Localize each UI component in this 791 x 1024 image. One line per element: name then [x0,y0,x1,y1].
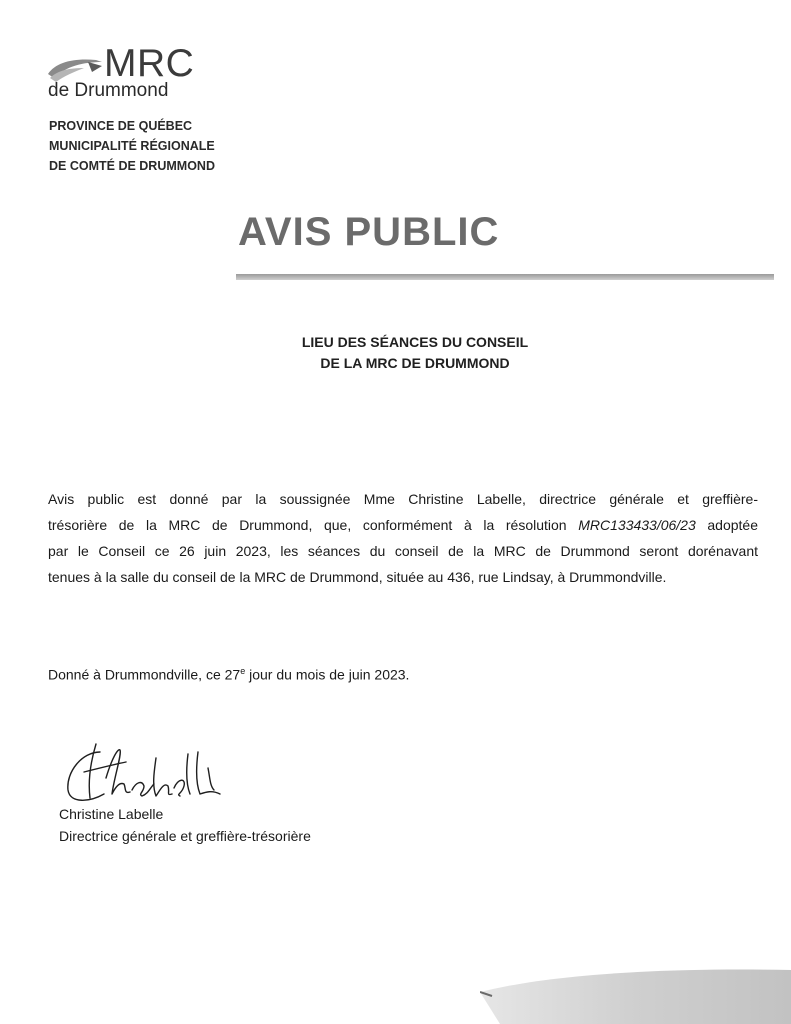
date-prefix: Donné à Drummondville, ce 27 [48,666,241,683]
signatory-role: Directrice générale et greffière-trésorière [59,828,311,844]
resolution-suffix: adoptée [695,517,759,533]
subject-line: DE LA MRC DE DRUMMOND [320,355,510,371]
title-underline [236,274,774,280]
date-line [48,666,409,683]
subject-line: LIEU DES SÉANCES DU CONSEIL [301,334,529,350]
notice-body [48,486,758,590]
logo-subtitle: de Drummond [48,80,169,101]
logo-mark: MRC [104,42,195,85]
province-block [49,116,215,176]
handwritten-signature [60,738,230,810]
body-line: tenues à la salle du conseil de la MRC de Drummond, située au 436, rue Lindsay, à Drummondville. [48,569,667,585]
signatory-name: Christine Labelle [59,806,164,822]
body-line: Avis public est donné par la soussignée Mme Christine Labelle, directrice générale et greffière- [48,491,758,507]
date-superscript: e [240,666,246,676]
province-line: PROVINCE DE QUÉBEC [49,119,193,133]
resolution-number: MRC133433/06/23 [578,517,696,533]
body-line-resolution [48,512,758,538]
scan-shadow [480,968,791,1024]
body-line: par le Conseil ce 26 juin 2023, les séances du conseil de la MRC de Drummond seront dorénavant [48,543,758,559]
province-line: DE COMTÉ DE DRUMMOND [49,159,215,173]
notice-subject [200,332,630,374]
mrc-logo [44,42,204,104]
notice-title: AVIS PUBLIC [238,210,500,254]
body-line: trésorière de la MRC de Drummond, que, conformément à la résolution [48,517,579,533]
province-line: MUNICIPALITÉ RÉGIONALE [49,139,215,153]
date-suffix: jour du mois de juin 2023. [245,666,410,683]
